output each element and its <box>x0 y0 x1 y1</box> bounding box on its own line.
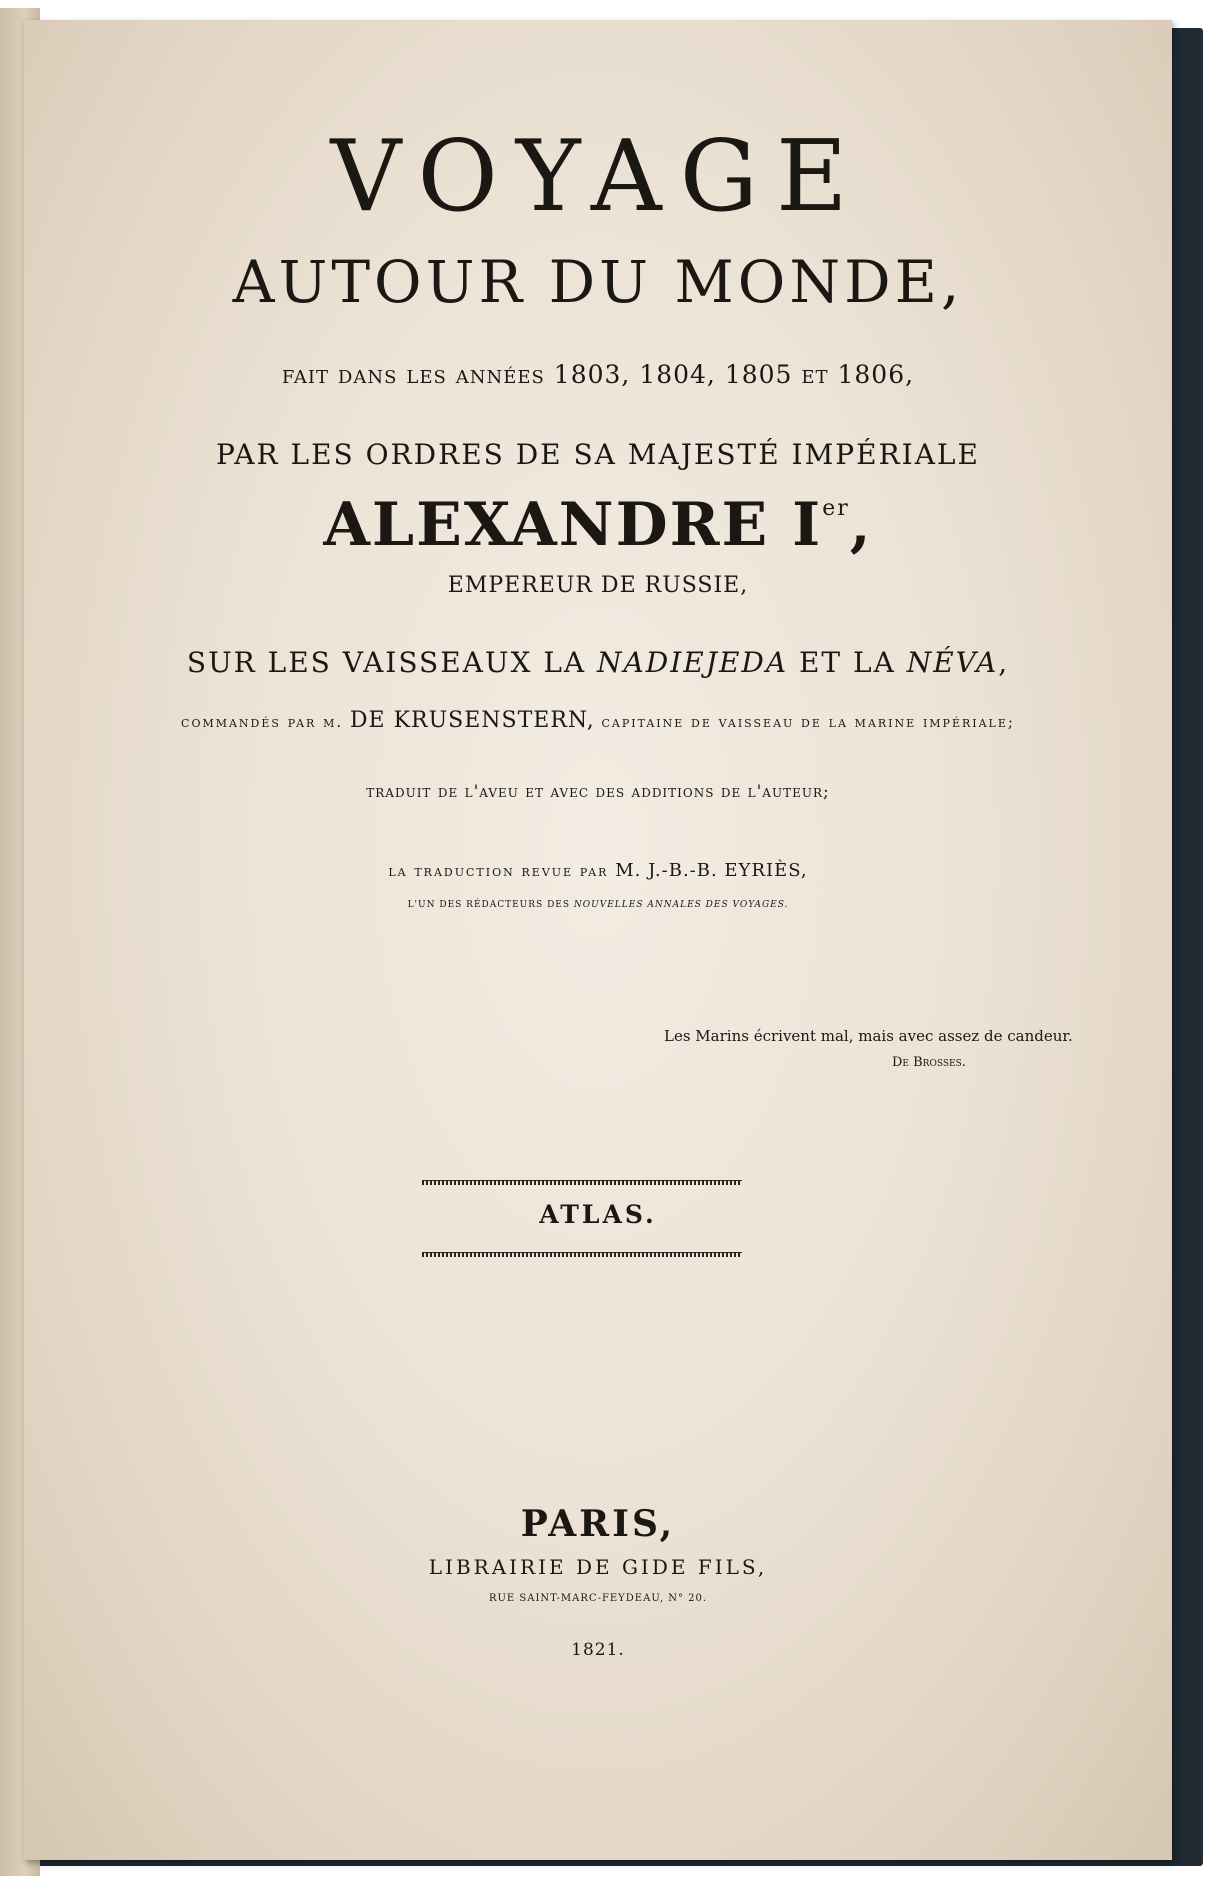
ships-suffix: , <box>998 646 1010 679</box>
ship-neva: NÉVA <box>906 646 999 679</box>
epigraph-quote: Les Marins écrivent mal, mais avec assez de candeur. <box>664 1027 1073 1045</box>
ornamental-rule-top <box>422 1180 742 1185</box>
ships-prefix: SUR LES VAISSEAUX LA <box>186 646 598 679</box>
commander-name: DE KRUSENSTERN, <box>349 708 595 733</box>
ornamental-rule-bottom <box>422 1252 742 1257</box>
reviser-name: M. J.-B.-B. EYRIÈS, <box>615 860 808 881</box>
editor-line <box>24 900 1172 910</box>
imprint-year: 1821. <box>571 1640 625 1660</box>
emperor-title: EMPEREUR DE RUSSIE, <box>447 573 749 598</box>
revision-line <box>24 860 1172 881</box>
imprint-address: RUE SAINT-MARC-FEYDEAU, N° 20. <box>488 1593 708 1604</box>
emperor-name-text: ALEXANDRE I <box>323 490 823 560</box>
title-autour-du-monde: AUTOUR DU MONDE, <box>232 248 964 316</box>
ship-nadiejeda: NADIEJEDA <box>597 646 789 679</box>
emperor-name <box>24 490 1172 560</box>
commander-suffix: capitaine de vaisseau de la marine impériale; <box>594 713 1015 731</box>
orders-line: PAR LES ORDRES DE SA MAJESTÉ IMPÉRIALE <box>216 438 980 471</box>
title-page <box>24 20 1172 1860</box>
epigraph-author: De Brosses. <box>892 1055 966 1070</box>
ships-middle: ET LA <box>788 646 907 679</box>
commander-line <box>24 708 1172 733</box>
translation-line: traduit de l'aveu et avec des additions de l'auteur; <box>366 782 830 802</box>
emperor-comma: , <box>849 490 873 560</box>
revision-prefix: la traduction revue par <box>388 862 616 880</box>
ships-line <box>24 646 1172 679</box>
editor-journal: NOUVELLES ANNALES DES VOYAGES. <box>573 900 789 910</box>
commander-prefix: commandés par m. <box>181 713 350 731</box>
editor-prefix: L'UN DES RÉDACTEURS DES <box>407 900 574 910</box>
years-line: fait dans les années 1803, 1804, 1805 et 1806, <box>281 360 915 389</box>
emperor-ordinal: er <box>822 496 850 521</box>
imprint-publisher: LIBRAIRIE DE GIDE FILS, <box>428 1555 768 1579</box>
title-voyage: VOYAGE <box>330 120 866 234</box>
section-atlas: ATLAS. <box>539 1200 657 1229</box>
imprint-city: PARIS, <box>520 1503 676 1545</box>
